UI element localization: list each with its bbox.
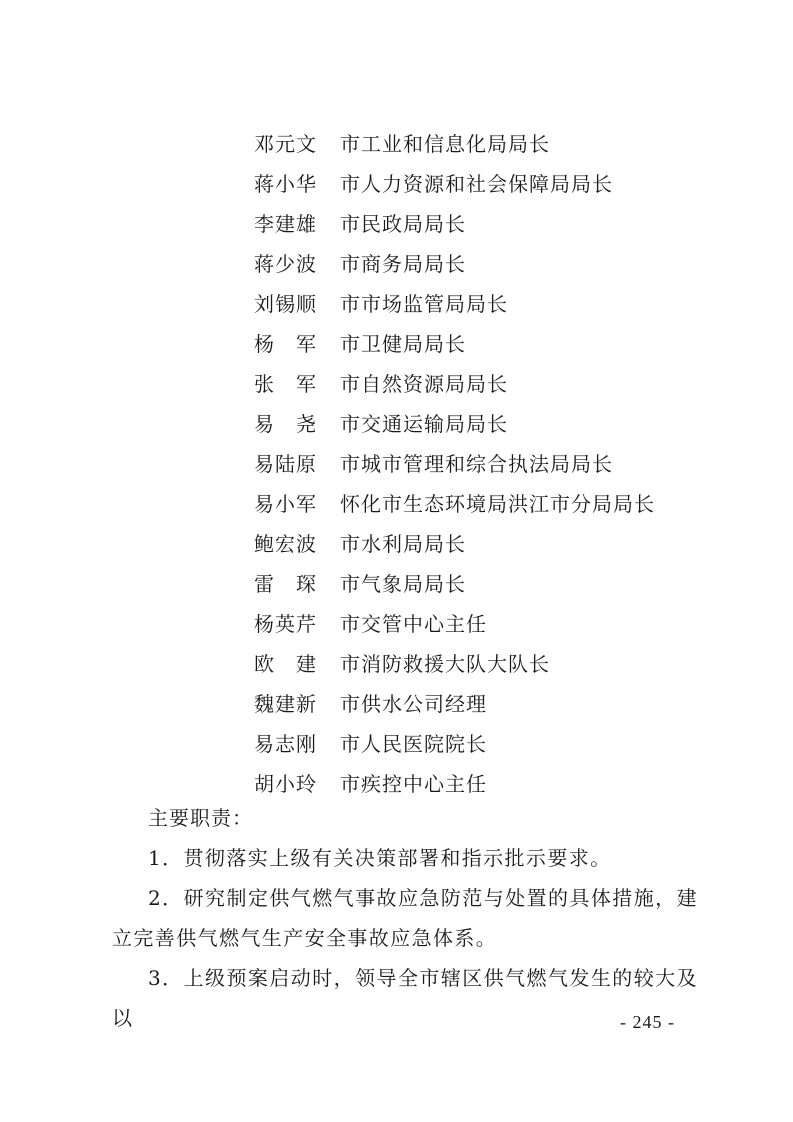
member-name: 胡小玲	[254, 772, 317, 796]
duty-item: 2．研究制定供气燃气事故应急防范与处置的具体措施，建立完善供气燃气生产安全事故应急体系。	[112, 886, 698, 950]
member-row	[254, 604, 714, 644]
member-name: 易小军	[254, 492, 317, 516]
duty-item: 1．贯彻落实上级有关决策部署和指示批示要求。	[148, 846, 612, 870]
member-name: 张 军	[254, 372, 317, 396]
member-row	[254, 724, 714, 764]
member-row	[254, 364, 714, 404]
member-row	[254, 684, 714, 724]
member-title: 市消防救援大队大队长	[340, 652, 550, 676]
member-name: 易陆原	[254, 452, 317, 476]
member-title: 市水利局局长	[340, 532, 466, 556]
member-name: 欧 建	[254, 652, 317, 676]
member-title: 市交通运输局局长	[340, 412, 508, 436]
member-name: 魏建新	[254, 692, 317, 716]
member-row	[254, 644, 714, 684]
member-row	[254, 164, 714, 204]
member-name: 刘锡顺	[254, 292, 317, 316]
duties-section	[112, 798, 698, 1038]
member-name: 易 尧	[254, 412, 317, 436]
member-name: 邓元文	[254, 132, 317, 156]
member-row	[254, 244, 714, 284]
member-list	[254, 124, 714, 804]
member-row	[254, 564, 714, 604]
member-title: 市疾控中心主任	[340, 772, 487, 796]
member-name: 杨 军	[254, 332, 317, 356]
member-title: 市市场监管局局长	[340, 292, 508, 316]
member-title: 市人民医院院长	[340, 732, 487, 756]
member-title: 市卫健局局长	[340, 332, 466, 356]
member-name: 鲍宏波	[254, 532, 317, 556]
member-row	[254, 124, 714, 164]
page-number: - 245 -	[620, 1012, 675, 1032]
member-name: 蒋小华	[254, 172, 317, 196]
member-title: 怀化市生态环境局洪江市分局局长	[340, 492, 655, 516]
member-name: 蒋少波	[254, 252, 317, 276]
duty-item: 3．上级预案启动时，领导全市辖区供气燃气发生的较大及以	[112, 966, 698, 1030]
member-title: 市交管中心主任	[340, 612, 487, 636]
duties-heading: 主要职责：	[148, 806, 253, 830]
member-name: 易志刚	[254, 732, 317, 756]
member-row	[254, 204, 714, 244]
member-row	[254, 404, 714, 444]
member-name: 雷 琛	[254, 572, 317, 596]
member-title: 市人力资源和社会保障局局长	[340, 172, 613, 196]
member-title: 市商务局局长	[340, 252, 466, 276]
member-row	[254, 284, 714, 324]
member-title: 市自然资源局局长	[340, 372, 508, 396]
member-title: 市供水公司经理	[340, 692, 487, 716]
member-title: 市气象局局长	[340, 572, 466, 596]
member-name: 杨英芹	[254, 612, 317, 636]
member-row	[254, 444, 714, 484]
member-row	[254, 324, 714, 364]
member-row	[254, 484, 714, 524]
member-title: 市工业和信息化局局长	[340, 132, 550, 156]
member-title: 市民政局局长	[340, 212, 466, 236]
member-title: 市城市管理和综合执法局局长	[340, 452, 613, 476]
member-row	[254, 524, 714, 564]
member-name: 李建雄	[254, 212, 317, 236]
